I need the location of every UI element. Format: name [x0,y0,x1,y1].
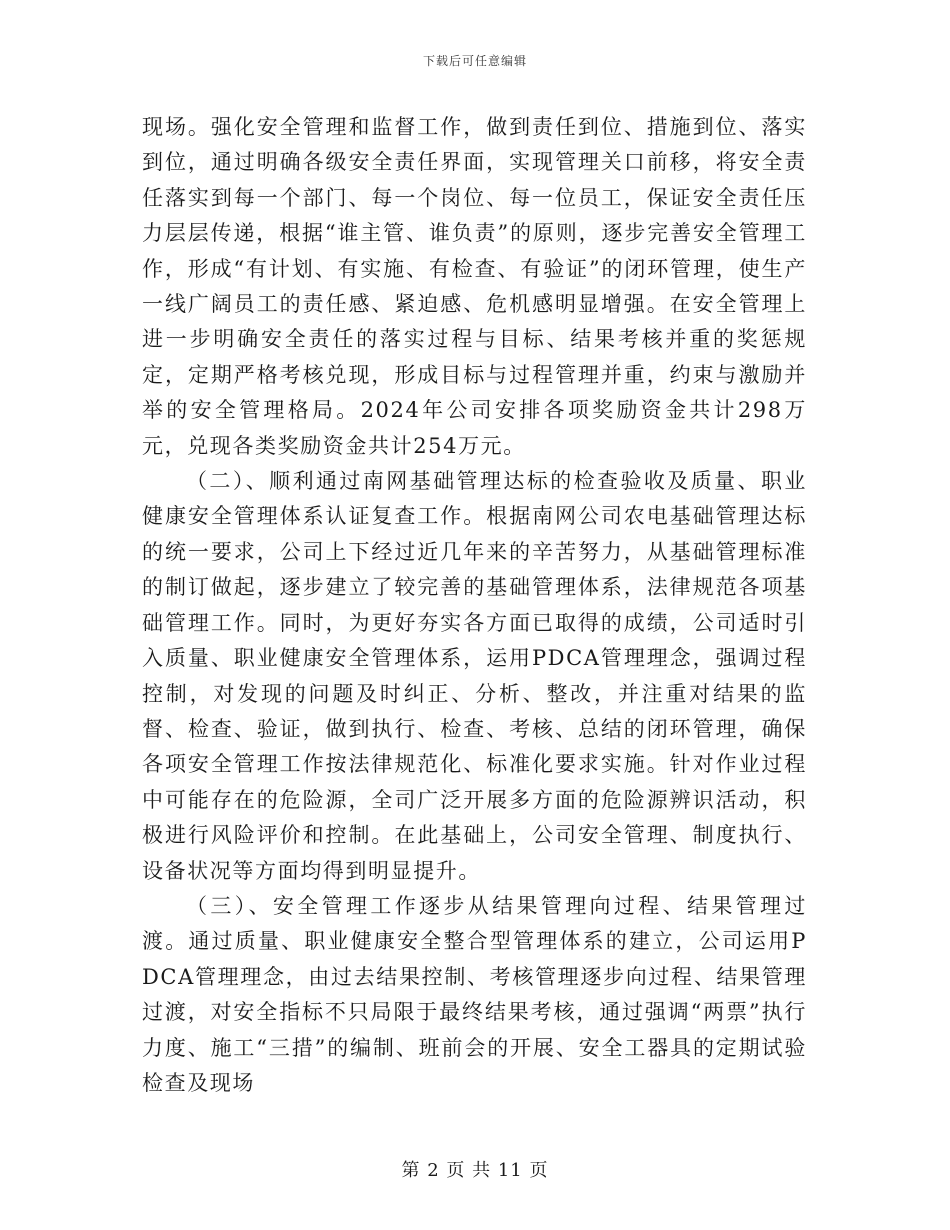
body-paragraph-2: （二）、顺利通过南网基础管理达标的检查验收及质量、职业健康安全管理体系认证复查工作。根据南网公司农电基础管理达标的统一要求，公司上下经过近几年来的辛苦努力，从基础管理标准的制订做起，逐步建立了较完善的基础管理体系，法律规范各项基础管理工作。同时，为更好夯实各方面已取得的成绩，公司适时引入质量、职业健康安全管理体系，运用PDCA管理理念，强调过程控制，对发现的问题及时纠正、分析、整改，并注重对结果的监督、检查、验证，做到执行、检查、考核、总结的闭环管理，确保各项安全管理工作按法律规范化、标准化要求实施。针对作业过程中可能存在的危险源，全司广泛开展多方面的危险源辨识活动，积极进行风险评价和控制。在此基础上，公司安全管理、制度执行、设备状况等方面均得到明显提升。 [142,469,807,883]
page-header-note: 下载后可任意编辑 [422,54,527,68]
body-paragraph-3: （三）、安全管理工作逐步从结果管理向过程、结果管理过渡。通过质量、职业健康安全整合型管理体系的建立，公司运用PDCA管理理念，由过去结果控制、考核管理逐步向过程、结果管理过渡，对安全指标不只局限于最终结果考核，通过强调“两票”执行力度、施工“三措”的编制、班前会的开展、安全工器具的定期试验检查及现场 [142,893,807,1095]
page-number-footer: 第 2 页 共 11 页 [401,1160,549,1181]
body-paragraph-1: 现场。强化安全管理和监督工作，做到责任到位、措施到位、落实到位，通过明确各级安全责任界面，实现管理关口前移，将安全责任落实到每一个部门、每一个岗位、每一位员工，保证安全责任压力层层传递，根据“谁主管、谁负责”的原则，逐步完善安全管理工作，形成“有计划、有实施、有检查、有验证”的闭环管理，使生产一线广阔员工的责任感、紧迫感、危机感明显增强。在安全管理上进一步明确安全责任的落实过程与目标、结果考核并重的奖惩规定，定期严格考核兑现，形成目标与过程管理并重，约束与激励并举的安全管理格局。2024年公司安排各项奖励资金共计298万元，兑现各类奖励资金共计254万元。 [142,115,807,458]
document-body [142,110,807,1101]
